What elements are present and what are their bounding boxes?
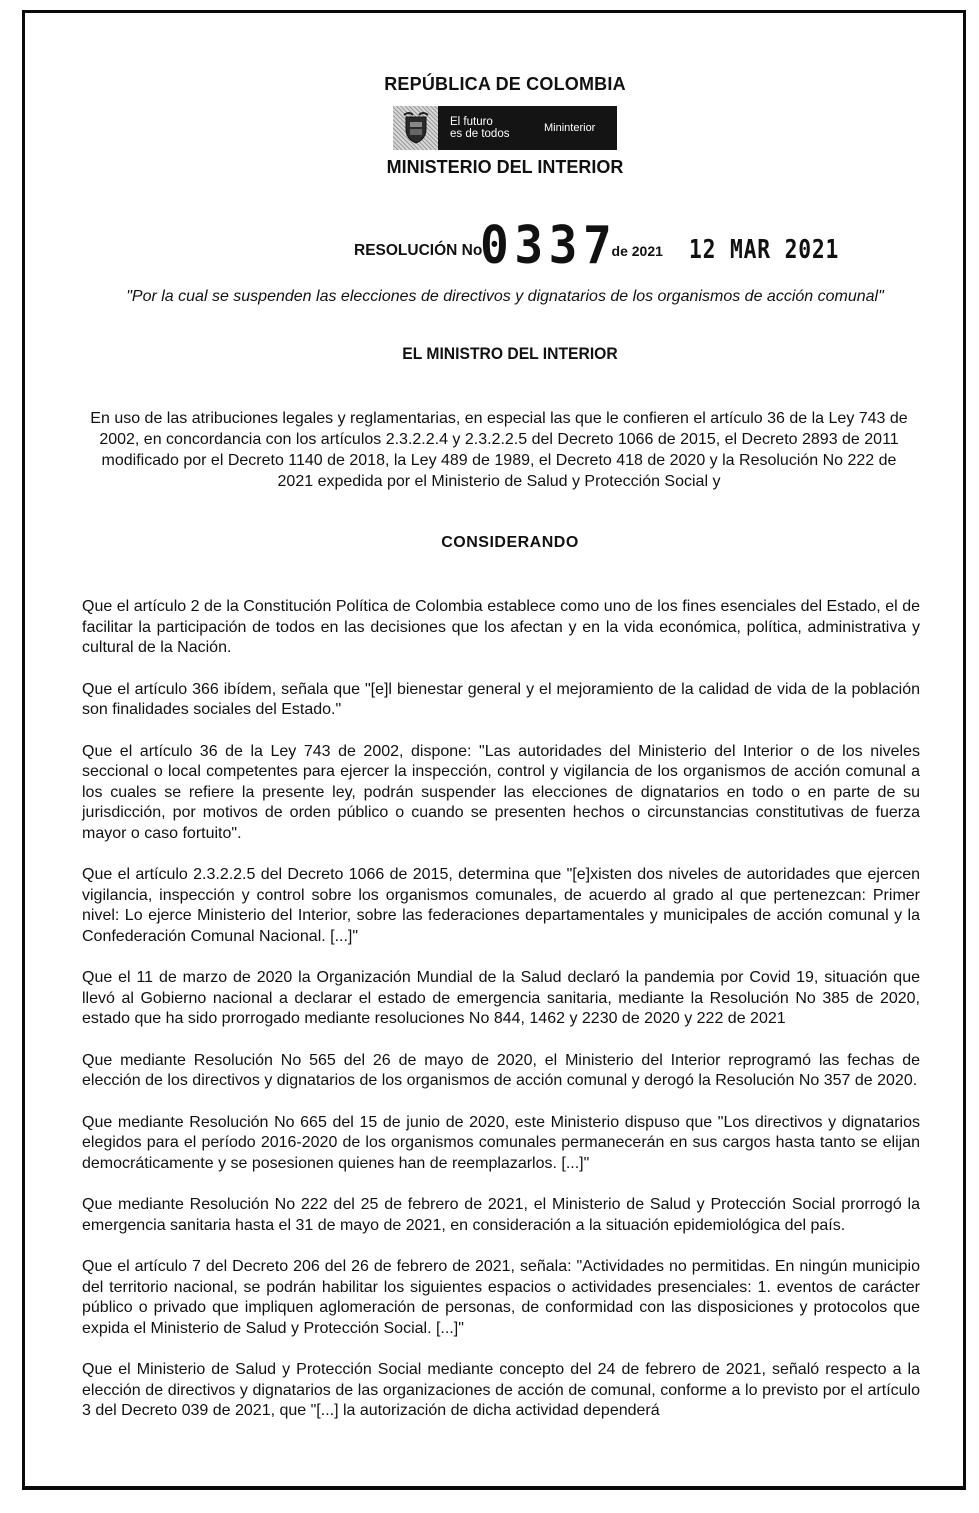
- preamble: En uso de las atribuciones legales y reglamentarias, en especial las que le confieren el artículo 36 de la Ley 743 de 2002, en concordancia con los artículos 2.3.2.2.4 y 2.3.2.2.5 del Decreto 1066 de 2015, el Decreto 2893 de 2011 modificado por el Decreto 1140 de 2018, la Ley 489 de 1989, el Decreto 418 de 2020 y la Resolución No 222 de 2021 expedida por el Ministerio de Salud y Protección Social y: [90, 410, 908, 490]
- date-stamp: 12 MAR 2021: [688, 235, 840, 265]
- minister-title: EL MINISTRO DEL INTERIOR: [402, 345, 618, 363]
- ministry-heading: MINISTERIO DEL INTERIOR: [386, 157, 624, 177]
- resolution-subject: "Por la cual se suspenden las elecciones de directivos y dignatarios de los organismos de acción comunal": [126, 288, 884, 305]
- resolution-label: RESOLUCIÓN No: [354, 242, 483, 259]
- considerations-body: [82, 597, 920, 1443]
- country-heading: REPÚBLICA DE COLOMBIA: [384, 74, 626, 94]
- considerando-heading: CONSIDERANDO: [441, 534, 579, 551]
- resolution-number: 0337: [480, 216, 618, 276]
- coat-of-arms-icon: [393, 106, 438, 150]
- paragraph: Que el artículo 2.3.2.2.5 del Decreto 1066 de 2015, determina que "[e]xisten dos niveles de autoridades que ejercen vigilancia, inspección y control sobre los organismos comunales, de acuerdo al grado al que pertenezcan: Primer nivel: Lo ejerce Ministerio del Interior, sobre las federaciones departamentales y municipales de acción comunal y la Confederación Comunal Nacional. [...]": [82, 866, 920, 945]
- paragraph: Que el Ministerio de Salud y Protección Social mediante concepto del 24 de febrero de 2021, señaló respecto a la elección de directivos y dignatarios de las organizaciones de acción de comunal, conforme a lo previsto por el artículo 3 del Decreto 039 de 2021, que "[...] la autorización de dicha actividad dependerá: [82, 1361, 920, 1419]
- paragraph: Que el artículo 7 del Decreto 206 del 26 de febrero de 2021, señala: "Actividades no permitidas. En ningún municipio del territorio nacional, se podrán habilitar los siguientes espacios o actividades presenciales: 1. eventos de carácter público o privado que impliquen aglomeración de personas, de conformidad con las disposiciones y protocolos que expida el Ministerio de Salud y Protección Social. [...]": [82, 1258, 920, 1337]
- logo-slogan: [450, 116, 530, 140]
- paragraph: Que mediante Resolución No 222 del 25 de febrero de 2021, el Ministerio de Salud y Protección Social prorrogó la emergencia sanitaria hasta el 31 de mayo de 2021, en consideración a la situación epidemiológica del país.: [82, 1196, 920, 1234]
- slogan-line-2: es de todos: [450, 128, 510, 140]
- resolution-line: [354, 205, 872, 275]
- logo-brand: Mininterior: [544, 122, 596, 134]
- paragraph: Que el artículo 366 ibídem, señala que "[e]l bienestar general y el mejoramiento de la calidad de vida de la población son finalidades sociales del Estado.": [82, 680, 920, 718]
- paragraph: Que el artículo 36 de la Ley 743 de 2002, dispone: "Las autoridades del Ministerio del Interior o de los niveles seccional o local competentes para ejercer la inspección, control y vigilancia de los organismos de acción comunal a los cuales se refiere la presente ley, podrán suspender las elecciones de dignatarios en todo o en parte de su jurisdicción, por motivos de orden público o cuando se presenten hechos o circunstancias constitutivas de fuerza mayor o caso fortuito".: [82, 742, 920, 842]
- paragraph: Que el artículo 2 de la Constitución Política de Colombia establece como uno de los fines esenciales del Estado, el de facilitar la participación de todos en las decisiones que los afectan y en la vida económica, política, administrativa y cultural de la Nación.: [82, 598, 920, 656]
- ministry-logo: [393, 106, 617, 150]
- paragraph: Que mediante Resolución No 565 del 26 de mayo de 2020, el Ministerio del Interior reprogramó las fechas de elección de los directivos y dignatarios de los organismos de acción comunal y derogó la Resolución No 357 de 2020.: [82, 1051, 920, 1089]
- paragraph: Que el 11 de marzo de 2020 la Organización Mundial de la Salud declaró la pandemia por Covid 19, situación que llevó al Gobierno nacional a declarar el estado de emergencia sanitaria, mediante la Resolución No 385 de 2020, estado que ha sido prorrogado mediante resoluciones No 844, 1462 y 2230 de 2020 y 222 de 2021: [82, 969, 920, 1027]
- slogan-line-1: El futuro: [450, 116, 493, 128]
- resolution-year: de 2021: [611, 243, 663, 259]
- paragraph: Que mediante Resolución No 665 del 15 de junio de 2020, este Ministerio dispuso que "Los directivos y dignatarios elegidos para el período 2016-2020 de los organismos comunales permanecerán en sus cargos hasta tanto se elijan democráticamente y se posesionen quienes han de reemplazarlos. [...]": [82, 1113, 920, 1172]
